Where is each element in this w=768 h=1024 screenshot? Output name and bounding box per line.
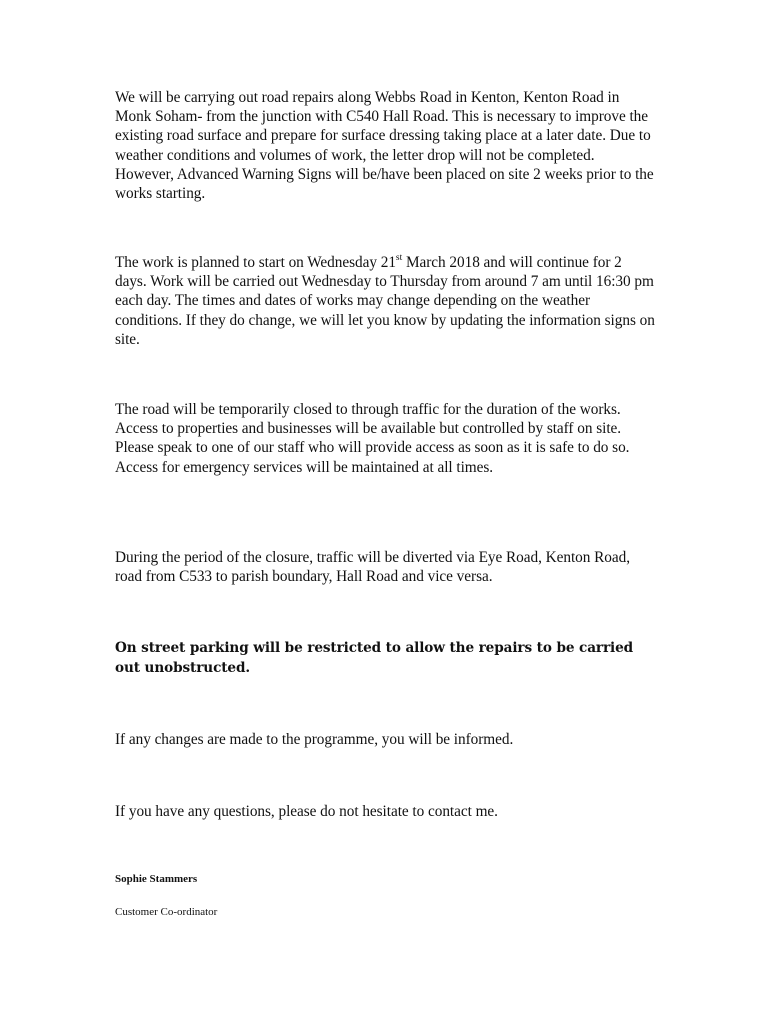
paragraph-road-repairs: We will be carrying out road repairs along Webbs Road in Kenton, Kenton Road in Monk Soham- from the junction with C540 Hall Road. This is necessary to improve the existing road surface and prepare for surface dressing taking place at a later date. Due to weather conditions and volumes of work, the letter drop will not be completed. However, Advanced Warning Signs will be/have been placed on site 2 weeks prior to the works starting. [115, 89, 654, 203]
paragraph-work-schedule [115, 253, 655, 349]
signature-title: Customer Co-ordinator [115, 906, 218, 918]
paragraph-programme-changes: If any changes are made to the programme, you will be informed. [115, 731, 514, 748]
paragraph-diversion: During the period of the closure, traffic will be diverted via Eye Road, Kenton Road, road from C533 to parish boundary, Hall Road and vice versa. [115, 549, 630, 586]
paragraph-parking-restriction: On street parking will be restricted to allow the repairs to be carried out unobstructed. [115, 640, 634, 676]
ordinal-suffix: st [395, 252, 403, 263]
schedule-text-end: March 2018 and will continue for 2 days. Work will be carried out Wednesday to Thursday from around 7 am until 16:30 pm each day. The times and dates of works may change depending on the weather conditions. If they do change, we will let you know by updating the information signs on site. [115, 254, 655, 348]
signature-name: Sophie Stammers [115, 873, 198, 885]
paragraph-contact: If you have any questions, please do not hesitate to contact me. [115, 803, 498, 820]
paragraph-road-closure: The road will be temporarily closed to through traffic for the duration of the works. Access to properties and businesses will be available but controlled by staff on site. Please speak to one of our staff who will provide access as soon as it is safe to do so. Access for emergency services will be maintained at all times. [115, 401, 630, 476]
schedule-text-start: The work is planned to start on Wednesday 21 [115, 254, 396, 271]
